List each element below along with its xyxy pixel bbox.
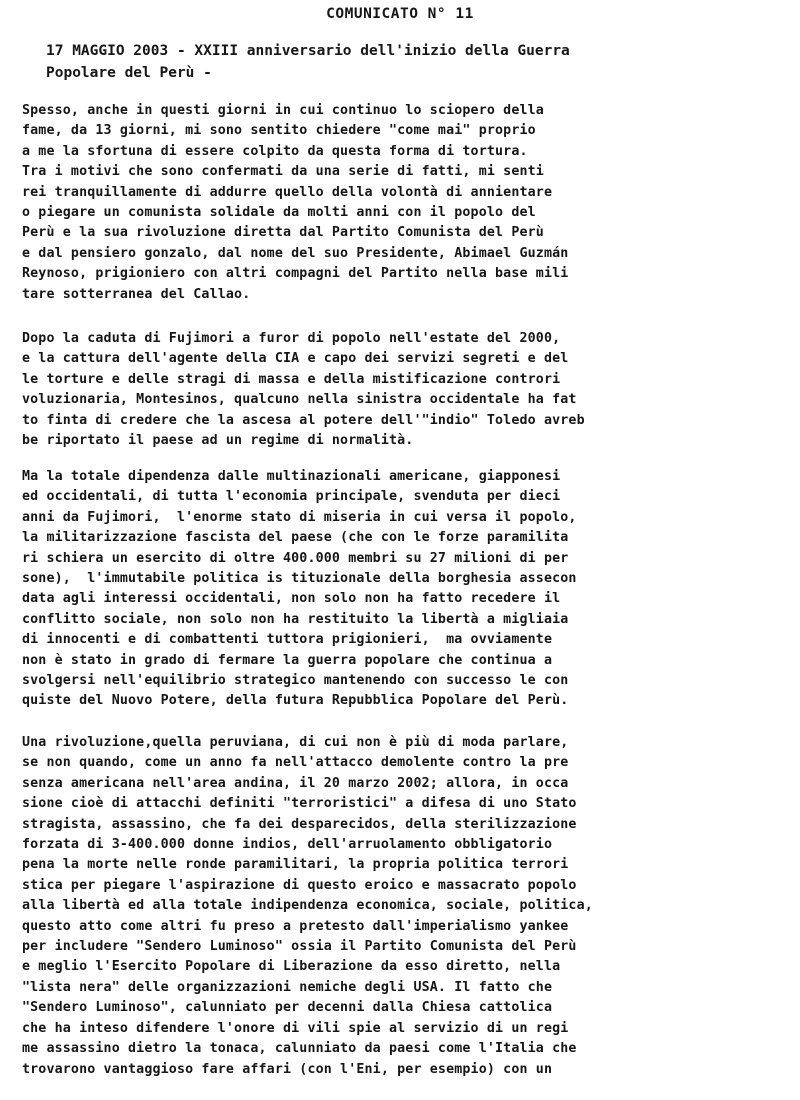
text-line: svolgersi nell'equilibrio strategico mantenendo con successo le con <box>22 673 569 689</box>
text-line: quiste del Nuovo Potere, della futura Repubblica Popolare del Perù. <box>22 693 569 709</box>
text-line: rei tranquillamente di addurre quello della volontà di annientare <box>22 184 553 200</box>
text-line: ed occidentali, di tutta l'economia principale, svenduta per dieci <box>22 489 561 505</box>
text-line: me assassino dietro la tonaca, calunniato da paesi come l'Italia che <box>22 1041 577 1057</box>
heading-line: Popolare del Perù - <box>46 65 212 81</box>
text-line: non è stato in grado di fermare la guerra popolare che continua a <box>22 652 553 668</box>
text-line: "Sendero Luminoso", calunniato per decenni dalla Chiesa cattolica <box>22 1000 553 1016</box>
text-line: Ma la totale dipendenza dalle multinazionali americane, giapponesi <box>22 469 561 484</box>
text-line: e dal pensiero gonzalo, dal nome del suo Presidente, Abimael Guzmán <box>22 245 569 261</box>
text-line: la militarizzazione fascista del paese (che con le forze paramilita <box>22 530 569 546</box>
text-line: voluzionaria, Montesinos, qualcuno nella sinistra occidentale ha fat <box>22 392 577 408</box>
text-line: Spesso, anche in questi giorni in cui continuo lo sciopero della <box>22 103 544 118</box>
text-line: Perù e la sua rivoluzione diretta dal Partito Comunista del Perù <box>22 225 544 241</box>
text-line: forzata di 3-400.000 donne indios, dell'arruolamento obbligatorio <box>22 837 553 853</box>
text-line: a me la sfortuna di essere colpito da questa forma di tortura. <box>22 143 528 159</box>
text-line: questo atto come altri fu preso a pretesto dall'imperialismo yankee <box>22 918 569 934</box>
text-line: "lista nera" delle organizzazioni nemiche degli USA. Il fatto che <box>22 979 553 995</box>
text-line: Una rivoluzione,quella peruviana, di cui non è più di moda parlare, <box>22 735 569 750</box>
text-line: stica per piegare l'aspirazione di questo eroico e massacrato popolo <box>22 877 577 893</box>
text-line: to finta di credere che la ascesa al potere dell'"indio" Toledo avreb <box>22 412 585 428</box>
text-line: conflitto sociale, non solo non ha restituito la libertà a migliaia <box>22 611 569 627</box>
text-line: per includere "Sendero Luminoso" ossia il Partito Comunista del Perù <box>22 939 577 955</box>
text-line: Dopo la caduta di Fujimori a furor di popolo nell'estate del 2000, <box>22 331 561 346</box>
text-line: che ha inteso difendere l'onore di vili spie al servizio di un regi <box>22 1020 569 1036</box>
text-line: be riportato il paese ad un regime di normalità. <box>22 433 414 449</box>
text-line: Tra i motivi che sono confermati da una serie di fatti, mi senti <box>22 164 544 180</box>
text-line: Reynoso, prigioniero con altri compagni del Partito nella base mili <box>22 266 569 282</box>
document-title: COMUNICATO N° 11 <box>326 6 474 22</box>
text-line: se non quando, come un anno fa nell'attacco demolente contro la pre <box>22 755 569 771</box>
text-line: e la cattura dell'agente della CIA e capo dei servizi segreti e del <box>22 351 569 367</box>
document-heading <box>46 40 786 84</box>
text-line: fame, da 13 giorni, mi sono sentito chiedere "come mai" proprio <box>22 123 536 139</box>
paragraph-1 <box>22 101 782 305</box>
text-line: e meglio l'Esercito Popolare di Liberazione da esso diretto, nella <box>22 959 561 975</box>
text-line: di innocenti e di combattenti tuttora prigionieri, ma ovviamente <box>22 632 553 648</box>
text-line: le torture e delle stragi di massa e della mistificazione controri <box>22 371 561 387</box>
text-line: alla libertà ed alla totale indipendenza economica, sociale, politica, <box>22 898 593 914</box>
text-line: data agli interessi occidentali, non solo non ha fatto recedere il <box>22 591 561 607</box>
text-line: ri schiera un esercito di oltre 400.000 membri su 27 milioni di per <box>22 550 569 566</box>
paragraph-2 <box>22 329 782 451</box>
text-line: trovarono vantaggioso fare affari (con l'Eni, per esempio) con un <box>22 1061 553 1077</box>
text-line: anni da Fujimori, l'enorme stato di miseria in cui versa il popolo, <box>22 509 577 525</box>
text-line: stragista, assassino, che fa dei desparecidos, della sterilizzazione <box>22 816 577 832</box>
text-line: senza americana nell'area andina, il 20 marzo 2002; allora, in occa <box>22 775 569 791</box>
text-line: tare sotterranea del Callao. <box>22 286 251 302</box>
text-line: sone), l'immutabile politica is tituzionale della borghesia assecon <box>22 571 577 587</box>
heading-line: 17 MAGGIO 2003 - XXIII anniversario dell'inizio della Guerra <box>46 43 570 59</box>
text-line: sione cioè di attacchi definiti "terroristici" a difesa di uno Stato <box>22 796 577 812</box>
text-line: pena la morte nelle ronde paramilitari, la propria politica terrori <box>22 857 569 873</box>
text-line: o piegare un comunista solidale da molti anni con il popolo del <box>22 205 536 221</box>
paragraph-4 <box>22 733 782 1080</box>
paragraph-3 <box>22 467 782 712</box>
